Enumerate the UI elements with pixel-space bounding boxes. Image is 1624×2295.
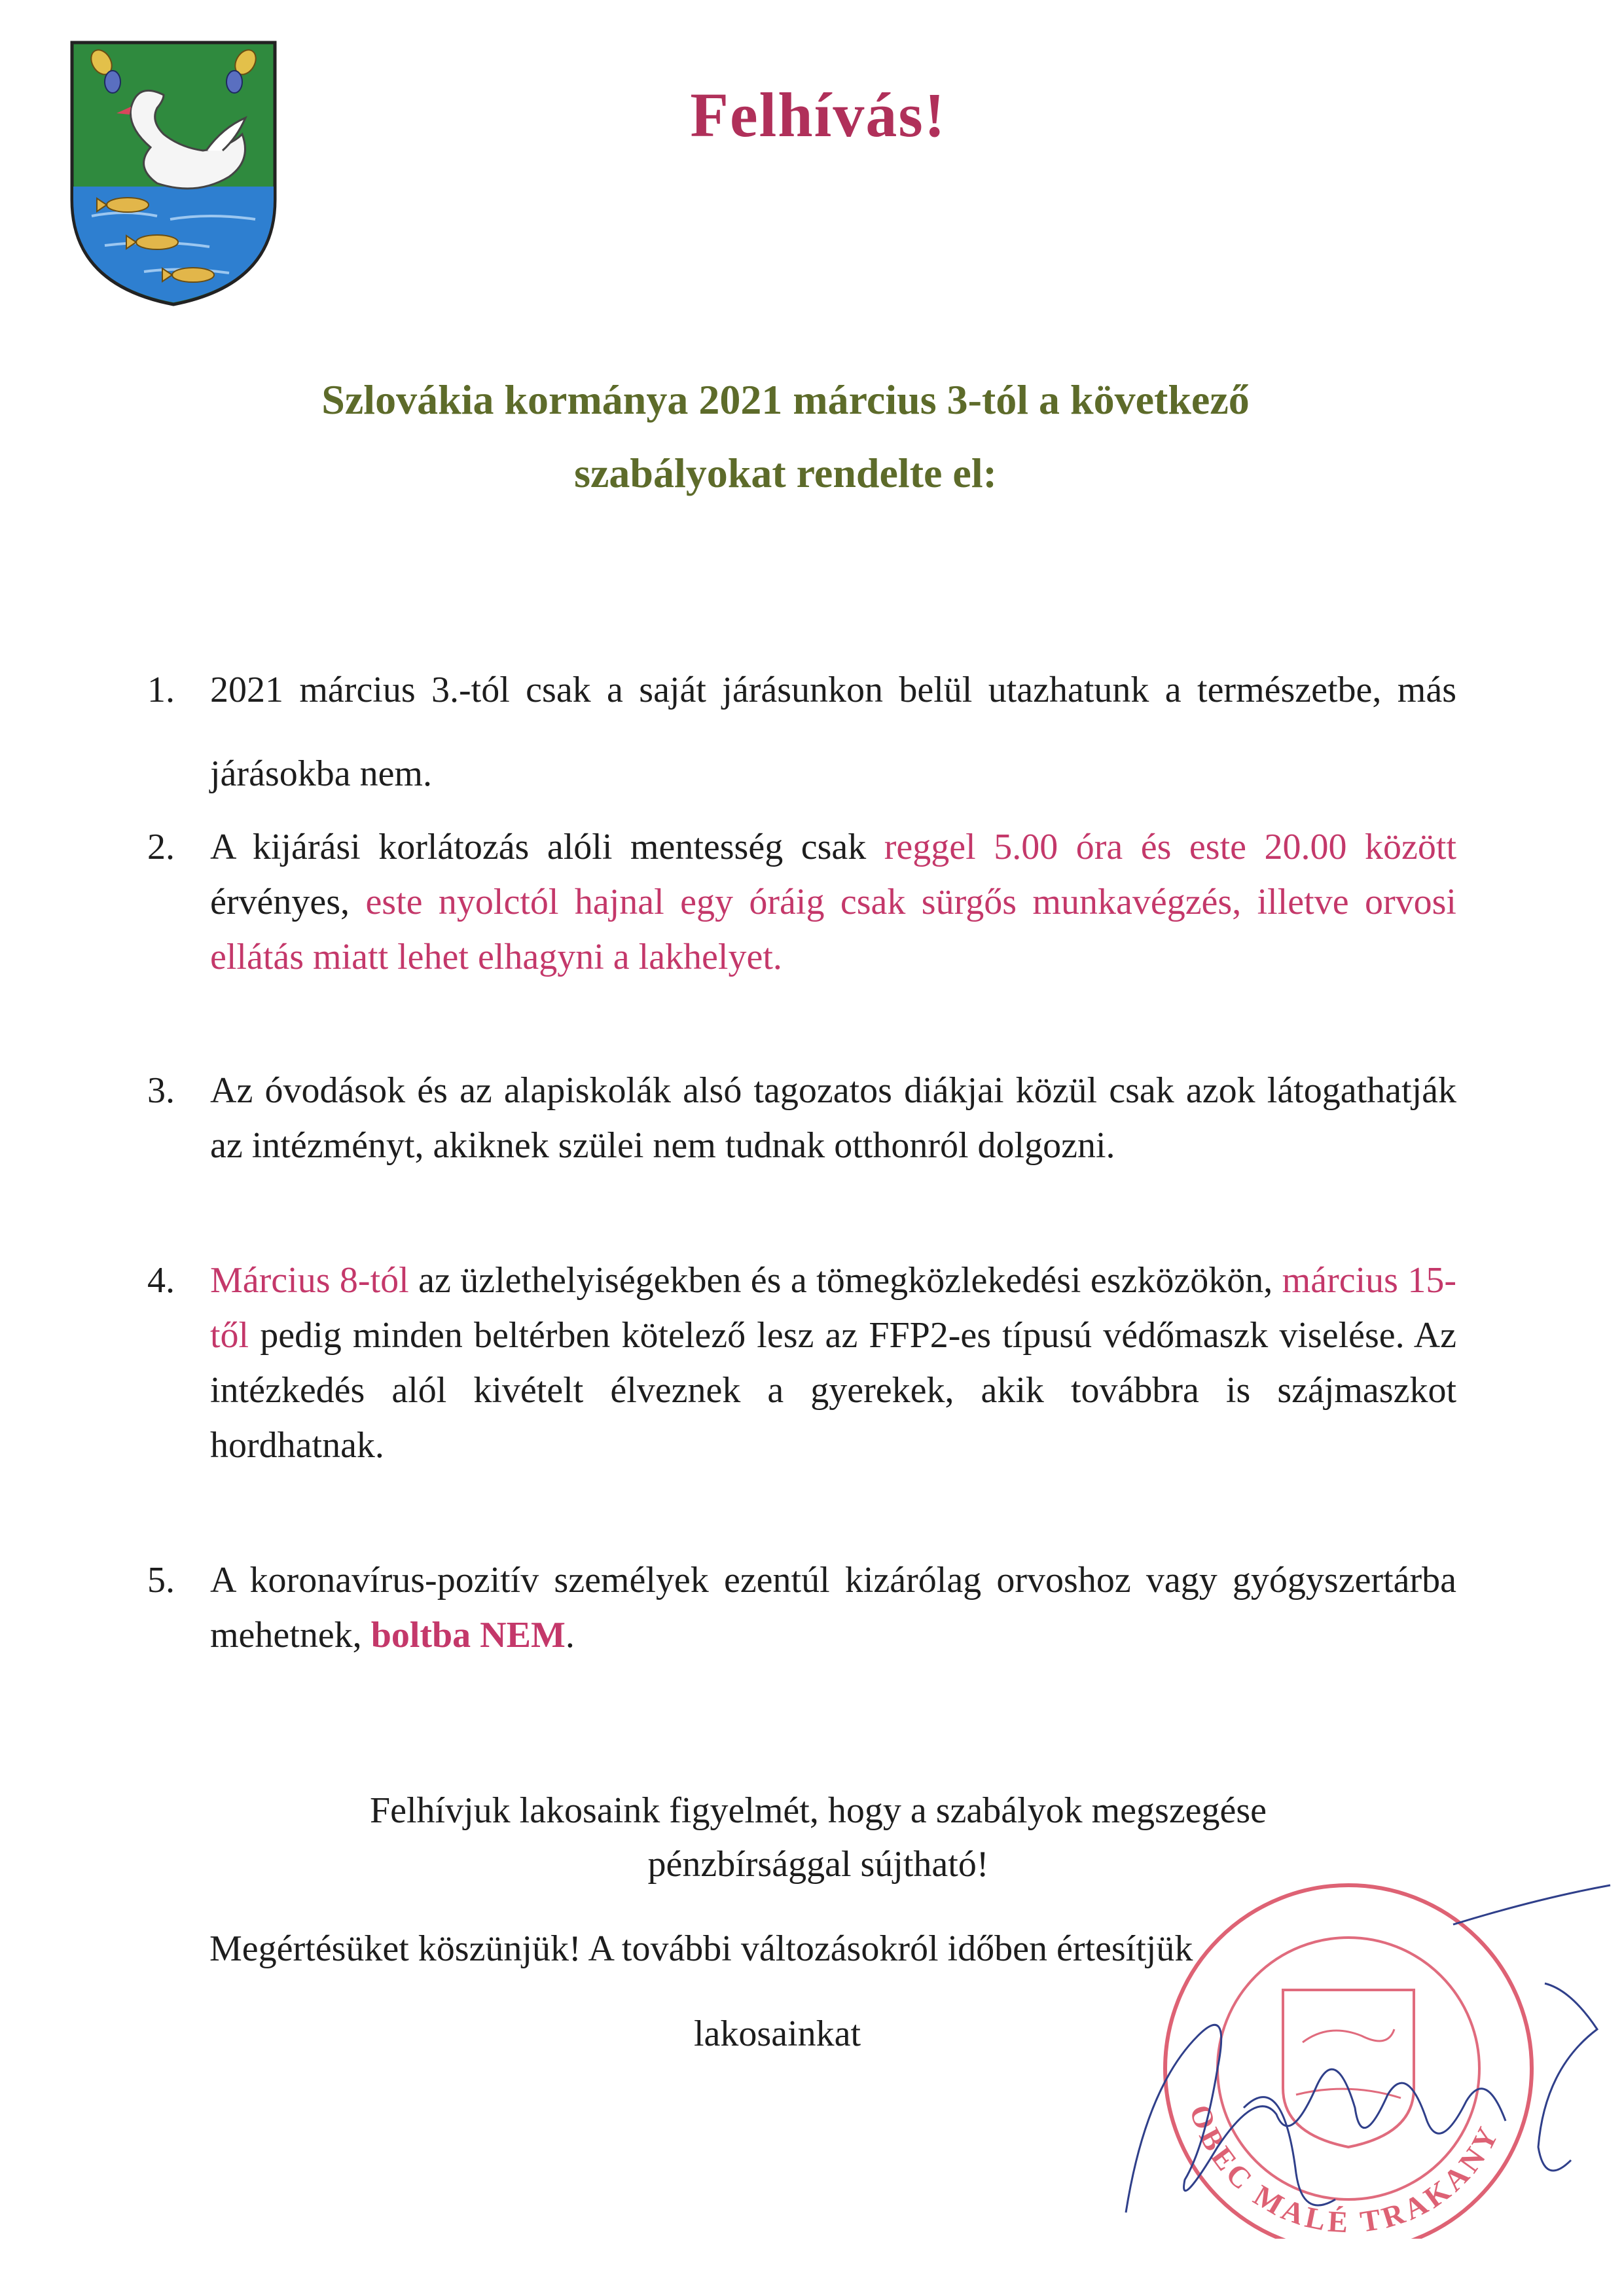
list-item-text: A kijárási korlátozás alóli mentesség csak <box>210 827 884 867</box>
highlight-text: este nyolctól hajnal egy óráig csak sürgős munkavégzés, illetve orvosi ellátás miatt lehet elhagyni a lakhelyet. <box>210 882 1456 977</box>
stamp-text: OBEC MALÉ TRAKANY <box>1183 2100 1507 2239</box>
subtitle <box>164 363 1407 510</box>
closing-line-2: pénzbírsággal sújtható! <box>647 1844 989 1885</box>
list-item-text: A koronavírus-pozitív személyek ezentúl kizárólag orvoshoz vagy gyógyszertárba mehetnek, <box>210 1560 1456 1655</box>
page-title: Felhívás! <box>690 80 947 150</box>
list-item-number: 3. <box>147 1070 175 1111</box>
list-item-text: érvényes, <box>210 882 366 922</box>
list-item <box>147 1063 1456 1173</box>
rules-list <box>147 648 1456 1663</box>
list-item-text: az üzlethelyiségekben és a tömegközlekedési eszközökön, <box>408 1260 1282 1301</box>
list-item <box>147 820 1456 985</box>
coat-of-arms-icon <box>65 36 281 311</box>
list-item-number: 1. <box>147 670 175 710</box>
highlight-text: boltba NEM <box>370 1615 566 1655</box>
stamp-signature-icon <box>1087 1872 1623 2239</box>
list-item-number: 4. <box>147 1260 175 1301</box>
subtitle-line-1: Szlovákia kormánya 2021 március 3-tól a következő <box>321 376 1250 423</box>
closing-line-1: Felhívjuk lakosaink figyelmét, hogy a szabályok megszegése <box>369 1790 1267 1831</box>
highlight-text: reggel 5.00 óra és este 20.00 között <box>884 827 1456 867</box>
highlight-text: március 15-től <box>210 1260 1456 1356</box>
list-item <box>147 1553 1456 1663</box>
list-item-text: pedig minden beltérben kötelező lesz az FFP2-es típusú védőmaszk viselése. Az intézkedés alól kivételt élveznek a gyerekek, akik továbbra is szájmaszkot hordhatnak. <box>210 1315 1456 1466</box>
list-item-text: Az óvodások és az alapiskolák alsó tagozatos diákjai közül csak azok látogathatják az intézményt, akiknek szülei nem tudnak otthonról dolgozni. <box>210 1070 1456 1166</box>
list-item-text: 2021 március 3.-tól csak a saját járásunkon belül utazhatunk a természetbe, más járásokba nem. <box>210 670 1456 794</box>
subtitle-line-2: szabályokat rendelte el: <box>574 450 997 496</box>
list-item <box>147 648 1456 816</box>
highlight-text: Március 8-tól <box>210 1260 409 1301</box>
thanks-text-2: lakosainkat <box>694 2014 861 2054</box>
list-item <box>147 1253 1456 1473</box>
thanks-text: Megértésüket köszünjük! A további változásokról időben értesítjük <box>209 1928 1193 1969</box>
list-item-number: 2. <box>147 827 175 867</box>
list-item-text: . <box>565 1615 575 1655</box>
list-item-number: 5. <box>147 1560 175 1600</box>
